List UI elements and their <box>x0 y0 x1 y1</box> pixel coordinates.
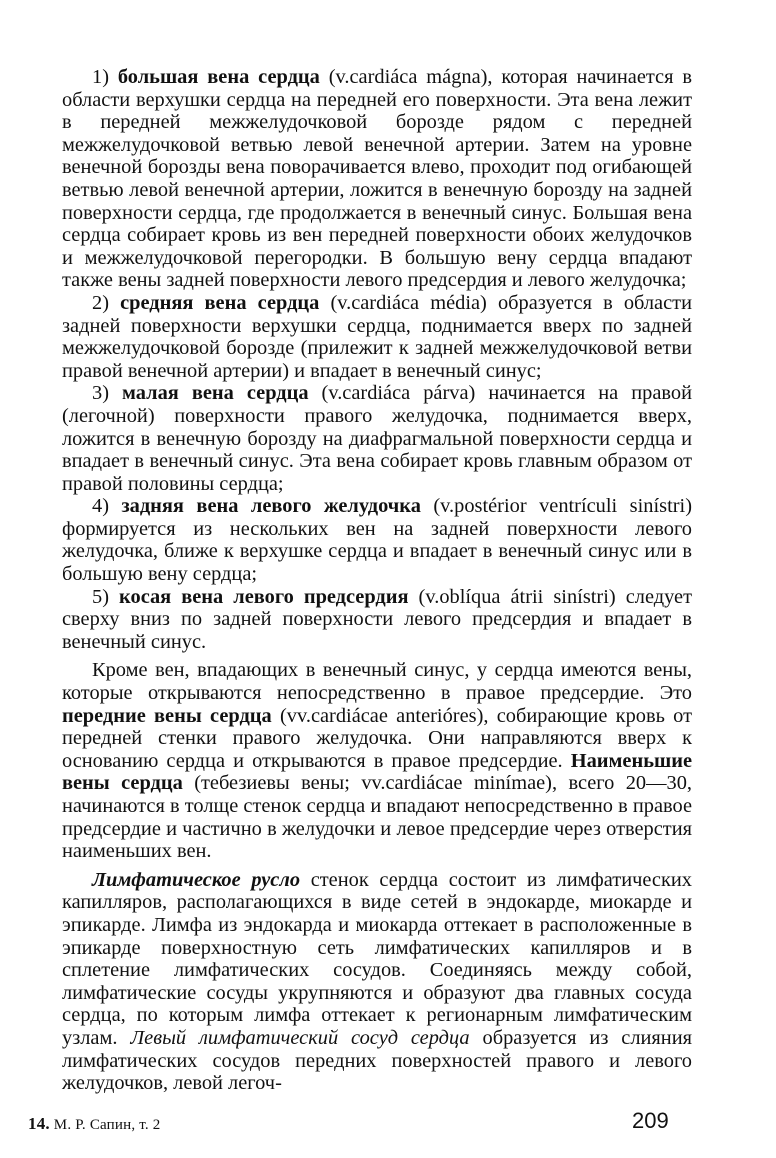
signature-number: 14. <box>28 1114 50 1133</box>
paragraph-other-veins <box>62 659 692 862</box>
list-number: 1) <box>92 66 118 88</box>
paragraph-text: образуется из слияния лимфатических сосудов передних поверхностей правого и левого желудочков, левой легоч- <box>62 1026 692 1095</box>
paragraph-text: Кроме вен, впадающих в венечный синус, у сердца имеются вены, которые открываются непосредственно в правое предсердие. Это <box>62 659 692 705</box>
printer-signature <box>28 1114 161 1134</box>
paragraph-small-cardiac-vein <box>62 382 692 495</box>
list-number: 5) <box>92 585 120 608</box>
paragraph-text: стенок сердца состоит из лимфатических капилляров, располагающихся в виде сетей в эндокарде, миокарде и эпикарде. Лимфа из эндокарда и миокарда оттекает в расположенные в эпикарде поверхностную сеть лимфатических капилляров и в сплетение лимфатических сосудов. Соединяясь между собой, лимфатические сосуды укрупняются и образуют два главных сосуда сердца, по которым лимфа оттекает к регионарным лимфатическим узлам. <box>62 868 692 1049</box>
term-posterior-vein: задняя вена левого желудочка <box>121 495 421 518</box>
paragraph-middle-cardiac-vein <box>62 292 692 382</box>
term-left-lymphatic-vessel: Левый лимфатический сосуд сердца <box>130 1026 470 1049</box>
list-number: 3) <box>92 382 123 405</box>
signature-text: М. Р. Сапин, т. 2 <box>49 1117 161 1133</box>
term-small-cardiac-vein: малая вена сердца <box>122 382 309 405</box>
paragraph-posterior-vein-left-ventricle <box>62 495 692 585</box>
page-number: 209 <box>632 1108 669 1133</box>
term-smallest-cardiac-veins: Наименьшие вены сердца <box>62 749 692 795</box>
paragraph-lymphatic-bed <box>62 869 692 1095</box>
term-oblique-vein: косая вена левого предсердия <box>119 585 409 608</box>
term-lymphatic-bed: Лимфатическое русло <box>92 868 301 891</box>
paragraph-text: (v.cardiáca párva) начинается на правой (легочной) поверхности правого желудочка, поднимается вверх, ложится в венечную борозду на диафрагмальной поверхности сердца и впадает в венечный синус. Эта вена собирает кровь главным образом от правой половины сердца; <box>62 382 692 495</box>
paragraph-great-cardiac-vein <box>62 66 692 292</box>
paragraph-text: (v.cardiáca média) образуется в области задней поверхности верхушки сердца, поднимается вверх по задней межжелудочковой борозде (прилежит к задней межжелудочковой ветви правой венечной артерии) и впадает в венечный синус; <box>62 291 692 382</box>
term-middle-cardiac-vein: средняя вена сердца <box>120 291 320 314</box>
body-text <box>62 66 692 1095</box>
paragraph-oblique-vein-left-atrium <box>62 586 692 654</box>
paragraph-text: (v.postérior ventrículi sinístri) формируется из нескольких вен на задней поверхности левого желудочка, ближе к верхушке сердца и впадает в венечный синус или в большую вену сердца; <box>62 495 692 586</box>
paragraph-text: (v.cardiáca mágna), которая начинается в области верхушки сердца на передней его поверхности. Эта вена лежит в передней межжелудочковой борозде рядом с передней межжелудочковой ветвью левой венечной артерии. Затем на уровне венечной борозды вена поворачивается влево, проходит под огибающей ветвью левой венечной артерии, ложится в венечную борозду на задней поверхности сердца, где продолжается в венечный синус. Большая вена сердца собирает кровь из вен передней поверхности обоих желудочков и межжелудочковой перегородки. В большую вену сердца впадают также вены задней поверхности левого предсердия и левого желудочка; <box>62 66 692 292</box>
paragraph-text: (тебезиевы вены; vv.cardiácae minímae), всего 20—30, начинаются в толще стенок сердца и впадают непосредственно в правое предсердие и частично в желудочки и левое предсердие через отверстия наименьших вен. <box>62 772 693 863</box>
list-number: 2) <box>92 291 121 314</box>
list-number: 4) <box>92 495 122 518</box>
term-anterior-cardiac-veins: передние вены сердца <box>62 704 272 727</box>
paragraph-text: (vv.cardiácae anterióres), собирающие кровь от передней стенки правого желудочка. Они направляются вверх к основанию сердца и открываются в правое предсердие. <box>62 704 692 772</box>
term-great-cardiac-vein: большая вена сердца <box>117 66 320 88</box>
paragraph-text: (v.oblíqua átrii sinístri) следует сверху вниз по задней поверхности левого предсердия и впадает в венечный синус. <box>62 585 692 653</box>
